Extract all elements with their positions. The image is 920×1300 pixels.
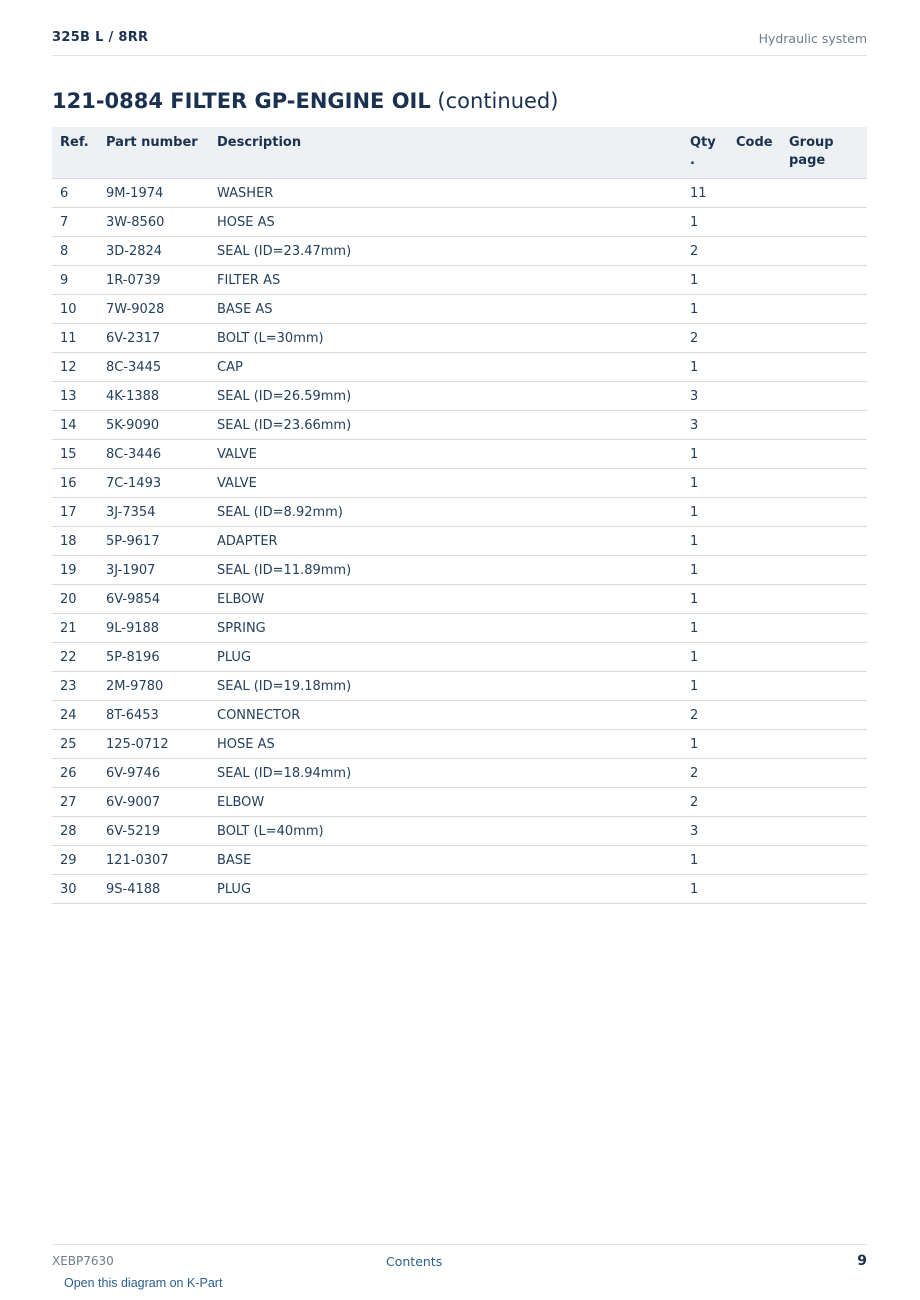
cell-code — [728, 469, 781, 498]
cell-qty: 3 — [682, 382, 728, 411]
cell-ref: 15 — [52, 440, 98, 469]
cell-ref: 6 — [52, 179, 98, 208]
table-row — [52, 701, 867, 730]
cell-description: ELBOW — [209, 788, 682, 817]
cell-description: PLUG — [209, 643, 682, 672]
cell-code — [728, 411, 781, 440]
cell-ref: 11 — [52, 324, 98, 353]
cell-qty: 2 — [682, 701, 728, 730]
cell-part-number: 5K-9090 — [98, 411, 209, 440]
cell-ref: 13 — [52, 382, 98, 411]
page-number: 9 — [857, 1253, 867, 1269]
cell-description: HOSE AS — [209, 208, 682, 237]
cell-code — [728, 875, 781, 904]
cell-description: BASE — [209, 846, 682, 875]
cell-part-number: 2M-9780 — [98, 672, 209, 701]
cell-qty: 11 — [682, 179, 728, 208]
cell-part-number: 7W-9028 — [98, 295, 209, 324]
cell-qty: 3 — [682, 411, 728, 440]
cell-ref: 28 — [52, 817, 98, 846]
cell-ref: 21 — [52, 614, 98, 643]
cell-part-number: 6V-2317 — [98, 324, 209, 353]
cell-part-number: 8C-3445 — [98, 353, 209, 382]
header-qty — [682, 127, 728, 179]
cell-ref: 20 — [52, 585, 98, 614]
cell-part-number: 9L-9188 — [98, 614, 209, 643]
cell-group-page — [781, 324, 867, 353]
parts-table — [52, 127, 867, 904]
cell-part-number: 3D-2824 — [98, 237, 209, 266]
cell-ref: 27 — [52, 788, 98, 817]
cell-part-number: 3J-1907 — [98, 556, 209, 585]
cell-qty: 1 — [682, 208, 728, 237]
cell-ref: 7 — [52, 208, 98, 237]
cell-part-number: 9S-4188 — [98, 875, 209, 904]
table-row — [52, 759, 867, 788]
cell-qty: 1 — [682, 672, 728, 701]
cell-code — [728, 672, 781, 701]
cell-ref: 9 — [52, 266, 98, 295]
cell-description: ELBOW — [209, 585, 682, 614]
cell-code — [728, 643, 781, 672]
cell-ref: 10 — [52, 295, 98, 324]
table-row — [52, 846, 867, 875]
table-row — [52, 672, 867, 701]
cell-code — [728, 759, 781, 788]
cell-qty: 1 — [682, 846, 728, 875]
cell-qty: 1 — [682, 585, 728, 614]
cell-code — [728, 846, 781, 875]
cell-group-page — [781, 208, 867, 237]
cell-ref: 8 — [52, 237, 98, 266]
table-row — [52, 237, 867, 266]
cell-qty: 2 — [682, 324, 728, 353]
cell-description: SEAL (ID=18.94mm) — [209, 759, 682, 788]
cell-group-page — [781, 817, 867, 846]
cell-description: WASHER — [209, 179, 682, 208]
table-header-row — [52, 127, 867, 179]
cell-qty: 2 — [682, 759, 728, 788]
cell-group-page — [781, 614, 867, 643]
title-part: 121-0884 FILTER GP-ENGINE OIL — [52, 89, 431, 113]
cell-group-page — [781, 585, 867, 614]
cell-description: BOLT (L=30mm) — [209, 324, 682, 353]
cell-description: SEAL (ID=19.18mm) — [209, 672, 682, 701]
cell-code — [728, 556, 781, 585]
table-row — [52, 643, 867, 672]
cell-ref: 25 — [52, 730, 98, 759]
cell-group-page — [781, 295, 867, 324]
cell-qty: 1 — [682, 440, 728, 469]
cell-description: SEAL (ID=11.89mm) — [209, 556, 682, 585]
header-group-page — [781, 127, 867, 179]
cell-part-number: 121-0307 — [98, 846, 209, 875]
cell-group-page — [781, 266, 867, 295]
cell-group-page — [781, 353, 867, 382]
cell-qty: 1 — [682, 875, 728, 904]
cell-group-page — [781, 701, 867, 730]
cell-ref: 22 — [52, 643, 98, 672]
table-row — [52, 295, 867, 324]
cell-description: SEAL (ID=26.59mm) — [209, 382, 682, 411]
cell-part-number: 6V-5219 — [98, 817, 209, 846]
cell-code — [728, 440, 781, 469]
page-footer — [52, 1244, 867, 1275]
cell-description: SEAL (ID=8.92mm) — [209, 498, 682, 527]
cell-qty: 3 — [682, 817, 728, 846]
cell-qty: 1 — [682, 498, 728, 527]
table-row — [52, 614, 867, 643]
cell-code — [728, 353, 781, 382]
header-qty-label: Qty . — [690, 135, 716, 168]
cell-part-number: 8T-6453 — [98, 701, 209, 730]
cell-group-page — [781, 498, 867, 527]
cell-code — [728, 382, 781, 411]
cell-qty: 1 — [682, 614, 728, 643]
section-name: Hydraulic system — [758, 31, 867, 46]
cell-code — [728, 208, 781, 237]
table-row — [52, 179, 867, 208]
cell-part-number: 6V-9854 — [98, 585, 209, 614]
cell-ref: 26 — [52, 759, 98, 788]
cell-group-page — [781, 788, 867, 817]
cell-ref: 18 — [52, 527, 98, 556]
cell-qty: 2 — [682, 237, 728, 266]
cell-description: CAP — [209, 353, 682, 382]
cell-description: SEAL (ID=23.47mm) — [209, 237, 682, 266]
cell-group-page — [781, 527, 867, 556]
cell-qty: 1 — [682, 266, 728, 295]
table-row — [52, 730, 867, 759]
cell-qty: 1 — [682, 353, 728, 382]
cell-part-number: 3W-8560 — [98, 208, 209, 237]
cell-ref: 19 — [52, 556, 98, 585]
cell-qty: 1 — [682, 295, 728, 324]
cell-part-number: 1R-0739 — [98, 266, 209, 295]
cell-ref: 29 — [52, 846, 98, 875]
page-title — [52, 89, 558, 113]
table-row — [52, 498, 867, 527]
page-header — [52, 28, 867, 56]
cell-code — [728, 614, 781, 643]
cell-code — [728, 295, 781, 324]
cell-ref: 17 — [52, 498, 98, 527]
table-row — [52, 585, 867, 614]
cell-group-page — [781, 672, 867, 701]
cell-group-page — [781, 875, 867, 904]
cell-part-number: 5P-9617 — [98, 527, 209, 556]
table-row — [52, 875, 867, 904]
cell-description: VALVE — [209, 469, 682, 498]
cell-code — [728, 266, 781, 295]
cell-group-page — [781, 643, 867, 672]
cell-group-page — [781, 556, 867, 585]
table-row — [52, 527, 867, 556]
cell-qty: 2 — [682, 788, 728, 817]
cell-group-page — [781, 179, 867, 208]
open-kpart-link[interactable]: Open this diagram on K-Part — [64, 1276, 223, 1290]
cell-part-number: 6V-9007 — [98, 788, 209, 817]
cell-description: HOSE AS — [209, 730, 682, 759]
table-row — [52, 266, 867, 295]
cell-code — [728, 817, 781, 846]
cell-ref: 16 — [52, 469, 98, 498]
header-part-number: Part number — [98, 127, 209, 179]
cell-part-number: 5P-8196 — [98, 643, 209, 672]
cell-group-page — [781, 411, 867, 440]
cell-group-page — [781, 846, 867, 875]
cell-description: BASE AS — [209, 295, 682, 324]
cell-qty: 1 — [682, 643, 728, 672]
cell-code — [728, 730, 781, 759]
cell-part-number: 125-0712 — [98, 730, 209, 759]
cell-part-number: 8C-3446 — [98, 440, 209, 469]
cell-part-number: 9M-1974 — [98, 179, 209, 208]
cell-code — [728, 585, 781, 614]
cell-group-page — [781, 440, 867, 469]
header-code: Code — [728, 127, 781, 179]
cell-ref: 30 — [52, 875, 98, 904]
cell-part-number: 4K-1388 — [98, 382, 209, 411]
cell-group-page — [781, 759, 867, 788]
cell-code — [728, 324, 781, 353]
cell-description: PLUG — [209, 875, 682, 904]
cell-description: FILTER AS — [209, 266, 682, 295]
contents-link[interactable]: Contents — [386, 1254, 443, 1269]
cell-group-page — [781, 730, 867, 759]
cell-ref: 24 — [52, 701, 98, 730]
title-suffix: (continued) — [430, 89, 559, 113]
machine-model: 325B L / 8RR — [52, 30, 149, 45]
cell-description: VALVE — [209, 440, 682, 469]
cell-qty: 1 — [682, 469, 728, 498]
table-row — [52, 788, 867, 817]
cell-part-number: 7C-1493 — [98, 469, 209, 498]
cell-qty: 1 — [682, 730, 728, 759]
cell-ref: 14 — [52, 411, 98, 440]
cell-part-number: 3J-7354 — [98, 498, 209, 527]
cell-ref: 12 — [52, 353, 98, 382]
table-row — [52, 382, 867, 411]
table-row — [52, 324, 867, 353]
cell-description: SPRING — [209, 614, 682, 643]
cell-ref: 23 — [52, 672, 98, 701]
table-row — [52, 353, 867, 382]
header-ref: Ref. — [52, 127, 98, 179]
table-row — [52, 556, 867, 585]
cell-code — [728, 237, 781, 266]
table-row — [52, 817, 867, 846]
cell-part-number: 6V-9746 — [98, 759, 209, 788]
cell-group-page — [781, 382, 867, 411]
header-group-page-label: Group page — [789, 135, 834, 168]
cell-code — [728, 701, 781, 730]
cell-qty: 1 — [682, 556, 728, 585]
table-row — [52, 469, 867, 498]
table-row — [52, 440, 867, 469]
cell-code — [728, 179, 781, 208]
table-row — [52, 208, 867, 237]
cell-description: SEAL (ID=23.66mm) — [209, 411, 682, 440]
header-description: Description — [209, 127, 682, 179]
cell-description: CONNECTOR — [209, 701, 682, 730]
document-id: XEBP7630 — [52, 1254, 114, 1268]
table-row — [52, 411, 867, 440]
cell-qty: 1 — [682, 527, 728, 556]
cell-code — [728, 788, 781, 817]
cell-group-page — [781, 469, 867, 498]
cell-description: BOLT (L=40mm) — [209, 817, 682, 846]
cell-code — [728, 527, 781, 556]
cell-description: ADAPTER — [209, 527, 682, 556]
cell-group-page — [781, 237, 867, 266]
table-body — [52, 179, 867, 904]
cell-code — [728, 498, 781, 527]
